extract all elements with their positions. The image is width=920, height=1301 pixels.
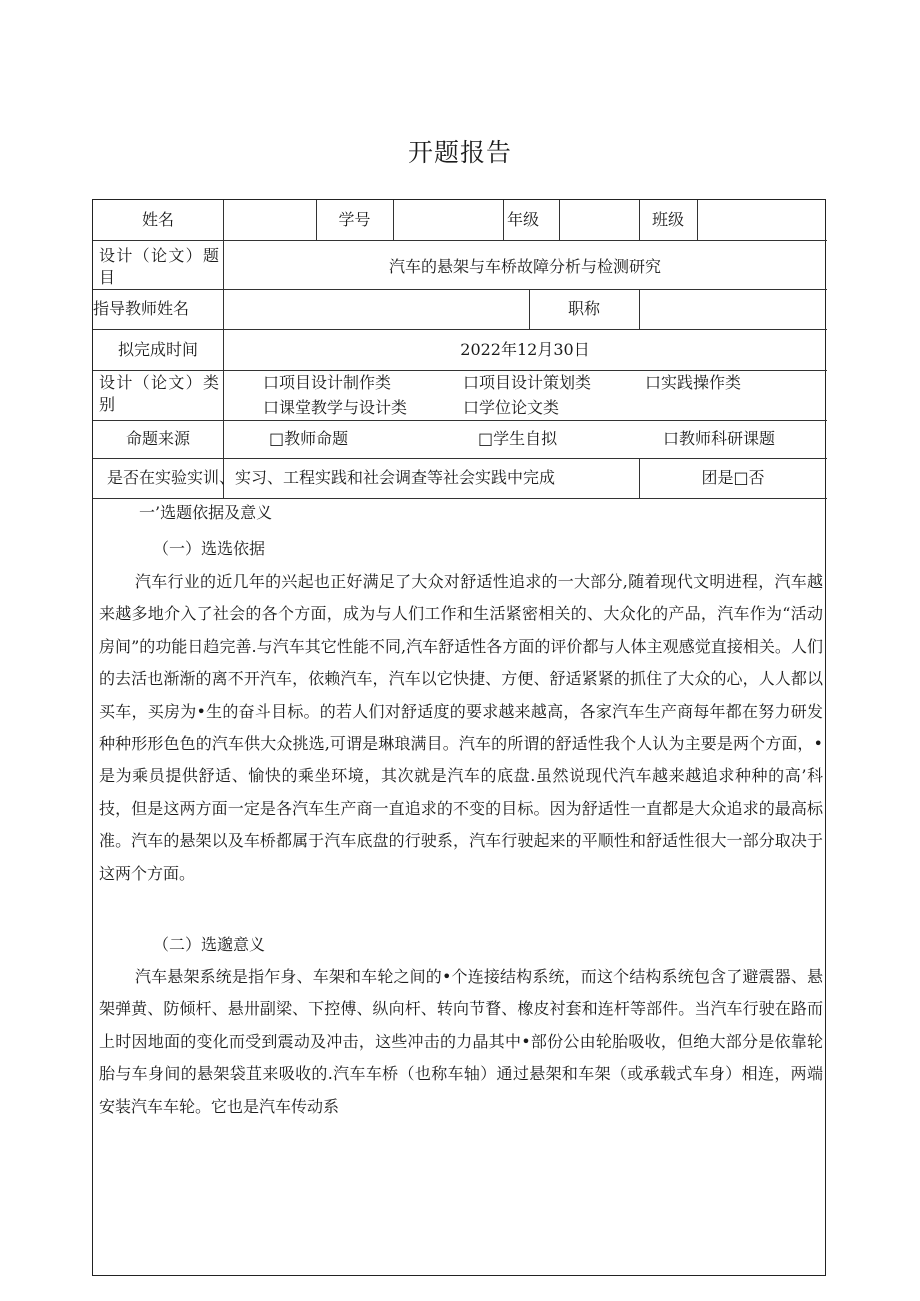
category-option-practice[interactable]: 口实践操作类 <box>645 373 742 392</box>
row-divider <box>93 498 827 499</box>
practice-answer[interactable]: 团是□否 <box>701 468 765 487</box>
advisor-label: 指导教师姓名 <box>93 299 190 318</box>
student-id-field[interactable] <box>393 200 503 240</box>
deadline-field[interactable]: 2022年12月30日 <box>460 339 590 359</box>
topic-label: 设计（论文）题目 <box>99 246 219 287</box>
deadline-label: 拟完成时间 <box>117 339 198 359</box>
name-label: 姓名 <box>141 210 174 229</box>
proposal-form <box>92 199 826 1276</box>
page-title: 开题报告 <box>407 138 512 167</box>
category-option-teaching[interactable]: 口课堂教学与设计类 <box>263 398 408 417</box>
student-id-label: 学号 <box>338 210 371 229</box>
source-label: 命题来源 <box>125 429 190 448</box>
source-option-research[interactable]: 口教师科研课题 <box>663 429 776 448</box>
row-divider <box>93 370 827 371</box>
class-label: 班级 <box>651 210 684 229</box>
job-title-label: 职称 <box>567 299 600 318</box>
advisor-field[interactable] <box>223 289 529 329</box>
grade-field[interactable] <box>559 200 639 240</box>
grade-label: 年级 <box>507 210 540 229</box>
practice-question: 是否在实验实训、实习、工程实践和社会调查等社会实践中完成 <box>107 468 556 487</box>
name-field[interactable] <box>223 200 316 240</box>
category-option-planning[interactable]: 口项目设计策划类 <box>463 373 592 392</box>
row-divider <box>93 240 827 241</box>
paragraph-basis: 汽车行业的近几年的兴起也正好满足了大众对舒适性追求的一大部分,随着现代文明进程，汽车越来越多地介入了社会的各个方面，成为与人们工作和生活紧密相关的、大众化的产品，汽车作为“活动房间”的功能日趋完善.与汽车其它性能不同,汽车舒适性各方面的评价都与人体主观感觉直接相关。人们的去活也渐渐的离不开汽车，依赖汽车，汽车以它快捷、方便、舒适紧紧的抓住了大众的心，人人都以买车，买房为•生的奋斗目标。的若人们对舒适度的要求越来越高，各家汽车生产商每年都在努力研发种种形形色色的汽车供大众挑选,可谓是琳琅满目。汽车的所谓的舒适性我个人认为主要是两个方面，•是为乘员提供舒适、愉快的乘坐环境，其次就是汽车的底盘.虽然说现代汽车越来越追求种种的高’科技，但是这两方面一定是各汽车生产商一直追求的不变的目标。因为舒适性一直都是大众追求的最高标准。汽车的悬架以及车桥都属于汽车底盘的行驶系，汽车行驶起来的平顺性和舒适性很大一部分取决于这两个方面。 <box>99 572 823 883</box>
topic-field[interactable]: 汽车的悬架与车桥故障分析与检测研究 <box>388 256 661 276</box>
paragraph-significance: 汽车悬架系统是指乍身、车架和车轮之间的•个连接结构系统，而这个结构系统包含了避震器、悬架弹黄、防倾杆、悬卅副梁、下控傅、纵向杆、转向节瞀、橡皮衬套和连杆等部件。当汽车行驶在路而上时因地面的变化而受到震动及冲击，这些冲击的力晶其中•部份公由轮胎吸收，但绝大部分是依靠轮胎与车身间的悬架袋苴来吸收的.汽车车桥（也称车轴）通过悬架和车架（或承载式车身）相连，两端安装汽车车轮。它也是汽车传动系 <box>99 967 823 1116</box>
class-field[interactable] <box>697 200 827 240</box>
source-option-teacher[interactable]: □教师命题 <box>269 429 349 448</box>
subsection-heading: （二）选邈意义 <box>153 935 266 954</box>
source-option-student[interactable]: □学生自拟 <box>478 429 558 448</box>
subsection-heading: （一）选选依据 <box>153 539 266 558</box>
category-label: 设计（论文）类别 <box>99 373 219 414</box>
section-heading: 一’选题依据及意义 <box>139 503 273 522</box>
job-title-field[interactable] <box>639 289 827 329</box>
category-option-production[interactable]: 口项目设计制作类 <box>263 373 392 392</box>
category-option-thesis[interactable]: 口学位论文类 <box>463 398 560 417</box>
col-divider <box>503 200 504 240</box>
